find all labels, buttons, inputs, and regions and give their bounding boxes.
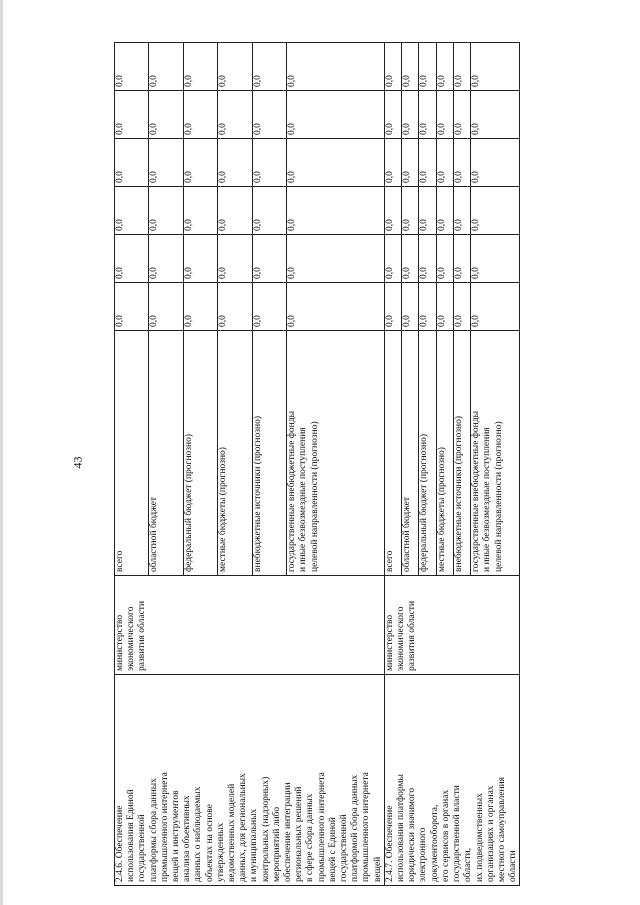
funding-value-cell: 0,0 — [218, 139, 252, 187]
executor-line: министерство — [384, 614, 395, 671]
measure-description-cell — [384, 675, 519, 886]
measure-description-line: утвержденных — [215, 822, 226, 882]
funding-value-cell: 0,0 — [436, 139, 453, 187]
measure-description-line: использования Единой — [126, 789, 137, 882]
measure-description-line: промышленного интернета — [361, 772, 372, 882]
measure-description-line: 2.4.7. Обеспечение — [384, 805, 395, 882]
measure-description-line: юридически значимого — [407, 787, 418, 882]
funding-source-cell — [436, 331, 453, 576]
executor-line: экономического — [396, 606, 407, 671]
funding-value-cell: 0,0 — [183, 235, 217, 283]
measure-description-line: государственной — [339, 814, 350, 882]
funding-source-cell — [419, 331, 436, 576]
executor-line: развития области — [137, 600, 148, 671]
funding-value-cell: 0,0 — [287, 235, 385, 283]
funding-value-cell: 0,0 — [419, 283, 436, 331]
measure-description-cell — [115, 675, 385, 886]
measure-description-line: промышленного интернета — [159, 772, 170, 882]
funding-source-line: государственные внебюджетные фонды — [471, 411, 482, 572]
funding-value-cell: 0,0 — [218, 187, 252, 235]
funding-value-cell: 0,0 — [471, 91, 520, 139]
funding-source-line: местные бюджеты (прогнозно) — [218, 447, 229, 572]
funding-source-line: федеральный бюджет (прогнозно) — [419, 433, 430, 572]
funding-value-cell: 0,0 — [436, 283, 453, 331]
funding-source-line: целевой направленности (прогнозно) — [309, 421, 320, 572]
funding-value-cell: 0,0 — [471, 43, 520, 91]
funding-value-cell: 0,0 — [183, 91, 217, 139]
funding-value-cell: 0,0 — [384, 43, 401, 91]
funding-source-cell — [454, 331, 471, 576]
measure-description-line: платформы сбора данных — [148, 778, 159, 882]
scan-edge — [0, 0, 3, 905]
funding-value-cell: 0,0 — [252, 43, 286, 91]
measure-description-line: вещей с Единой — [327, 817, 338, 882]
funding-value-cell: 0,0 — [287, 43, 385, 91]
funding-value-cell: 0,0 — [115, 235, 149, 283]
funding-source-cell — [384, 331, 401, 576]
funding-value-cell: 0,0 — [115, 283, 149, 331]
measure-description-line: данных, для региональных — [238, 773, 249, 882]
table-row — [115, 43, 149, 886]
executor-cell — [115, 576, 385, 675]
funding-value-cell: 0,0 — [287, 187, 385, 235]
funding-value-cell: 0,0 — [402, 235, 419, 283]
measure-description-line: и муниципальных — [249, 808, 260, 882]
funding-value-cell: 0,0 — [454, 283, 471, 331]
funding-value-cell: 0,0 — [436, 91, 453, 139]
funding-value-cell: 0,0 — [436, 187, 453, 235]
funding-value-cell: 0,0 — [384, 235, 401, 283]
measure-description-line: ведомственных моделей — [227, 783, 238, 882]
funding-source-cell — [287, 331, 385, 576]
funding-value-cell: 0,0 — [419, 187, 436, 235]
funding-source-line: всего — [115, 550, 125, 572]
funding-value-cell: 0,0 — [183, 187, 217, 235]
funding-value-cell: 0,0 — [115, 187, 149, 235]
measure-description-line: обеспечение интеграции — [283, 782, 294, 882]
funding-source-cell — [402, 331, 419, 576]
funding-source-line: целевой направленности (прогнозно) — [493, 421, 504, 572]
funding-table-body — [115, 43, 520, 886]
funding-value-cell: 0,0 — [183, 43, 217, 91]
funding-value-cell: 0,0 — [218, 43, 252, 91]
funding-source-line: внебюджетные источники (прогнозно) — [454, 415, 464, 572]
funding-source-line: и иные безвозмездные поступления — [298, 427, 309, 572]
measure-description-line: его сервисов в органах — [440, 789, 451, 882]
funding-source-line: местные бюджеты (прогнозно) — [436, 447, 447, 572]
funding-value-cell: 0,0 — [183, 139, 217, 187]
funding-source-cell — [149, 331, 183, 576]
funding-value-cell: 0,0 — [287, 91, 385, 139]
funding-value-cell: 0,0 — [402, 139, 419, 187]
funding-value-cell: 0,0 — [149, 139, 183, 187]
funding-source-cell — [183, 331, 217, 576]
funding-value-cell: 0,0 — [436, 43, 453, 91]
funding-value-cell: 0,0 — [471, 283, 520, 331]
rotated-table-wrapper — [114, 75, 520, 886]
funding-value-cell: 0,0 — [218, 91, 252, 139]
funding-value-cell: 0,0 — [252, 283, 286, 331]
funding-value-cell: 0,0 — [149, 43, 183, 91]
funding-value-cell: 0,0 — [149, 91, 183, 139]
funding-value-cell: 0,0 — [149, 283, 183, 331]
funding-value-cell: 0,0 — [115, 139, 149, 187]
table-row — [384, 43, 401, 886]
funding-value-cell: 0,0 — [115, 43, 149, 91]
funding-value-cell: 0,0 — [218, 235, 252, 283]
funding-value-cell: 0,0 — [454, 91, 471, 139]
funding-value-cell: 0,0 — [402, 43, 419, 91]
measure-description-line: объектах на основе — [204, 804, 215, 882]
funding-value-cell: 0,0 — [471, 187, 520, 235]
funding-value-cell: 0,0 — [252, 91, 286, 139]
measure-description-line: мероприятий либо — [271, 806, 282, 882]
measure-description-line: документооборота, — [429, 804, 440, 882]
funding-value-cell: 0,0 — [454, 187, 471, 235]
funding-value-cell: 0,0 — [402, 283, 419, 331]
funding-value-cell: 0,0 — [115, 91, 149, 139]
measure-description-line: их подведомственных — [474, 793, 485, 882]
executor-cell — [384, 576, 519, 675]
funding-value-cell: 0,0 — [419, 91, 436, 139]
measure-description-line: электронного — [418, 827, 429, 882]
funding-source-line: государственные внебюджетные фонды — [287, 411, 298, 572]
funding-value-cell: 0,0 — [252, 235, 286, 283]
funding-value-cell: 0,0 — [471, 235, 520, 283]
measure-description-line: промышленного интернета — [316, 772, 327, 882]
measure-description-line: организациях и органах — [485, 785, 496, 882]
funding-value-cell: 0,0 — [454, 139, 471, 187]
funding-source-cell — [252, 331, 286, 576]
funding-value-cell: 0,0 — [252, 139, 286, 187]
measure-description-line: региональных решений — [294, 786, 305, 882]
funding-value-cell: 0,0 — [287, 139, 385, 187]
page-number: 43 — [70, 456, 85, 469]
measure-description-line: области, — [463, 847, 474, 882]
measure-description-line: использования платформы — [396, 774, 407, 882]
funding-value-cell: 0,0 — [384, 91, 401, 139]
funding-source-line: и иные безвозмездные поступления — [482, 427, 493, 572]
funding-value-cell: 0,0 — [149, 235, 183, 283]
measure-description-line: в сфере сбора данных — [305, 793, 316, 882]
funding-source-line: всего — [384, 550, 395, 572]
funding-source-line: внебюджетные источники (прогнозно) — [252, 415, 263, 572]
funding-value-cell: 0,0 — [384, 139, 401, 187]
funding-value-cell: 0,0 — [402, 91, 419, 139]
measure-description-line: государственной власти — [452, 785, 463, 882]
funding-value-cell: 0,0 — [419, 139, 436, 187]
measure-description-line: государственной — [137, 814, 148, 882]
funding-value-cell: 0,0 — [384, 283, 401, 331]
measure-description-line: 2.4.6. Обеспечение — [115, 805, 125, 882]
funding-source-cell — [115, 331, 149, 576]
measure-description-line: платформой сбора данных — [350, 774, 361, 882]
funding-value-cell: 0,0 — [471, 139, 520, 187]
funding-table — [114, 42, 520, 886]
executor-line: экономического — [126, 606, 137, 671]
funding-value-cell: 0,0 — [149, 187, 183, 235]
funding-value-cell: 0,0 — [436, 235, 453, 283]
funding-value-cell: 0,0 — [218, 283, 252, 331]
funding-source-line: областной бюджет — [402, 496, 413, 572]
funding-value-cell: 0,0 — [402, 187, 419, 235]
measure-description-line: анализа объективных — [182, 795, 193, 882]
funding-source-line: федеральный бюджет (прогнозно) — [183, 433, 194, 572]
executor-line: министерство — [115, 614, 125, 671]
funding-value-cell: 0,0 — [419, 235, 436, 283]
measure-description-line: вещей и инструментов — [171, 790, 182, 882]
funding-value-cell: 0,0 — [454, 235, 471, 283]
funding-source-line: областной бюджет — [149, 496, 160, 572]
measure-description-line: контрольных (надзорных) — [260, 776, 271, 882]
funding-value-cell: 0,0 — [287, 283, 385, 331]
funding-value-cell: 0,0 — [454, 43, 471, 91]
funding-value-cell: 0,0 — [419, 43, 436, 91]
funding-source-cell — [218, 331, 252, 576]
measure-description-line: местного самоуправления — [496, 776, 507, 882]
executor-line: развития области — [407, 600, 418, 671]
measure-description-line: области — [508, 850, 519, 882]
funding-source-cell — [471, 331, 520, 576]
funding-value-cell: 0,0 — [252, 187, 286, 235]
funding-value-cell: 0,0 — [183, 283, 217, 331]
measure-description-line: вещей — [372, 856, 383, 882]
measure-description-line: данных о наблюдаемых — [193, 786, 204, 882]
funding-value-cell: 0,0 — [384, 187, 401, 235]
